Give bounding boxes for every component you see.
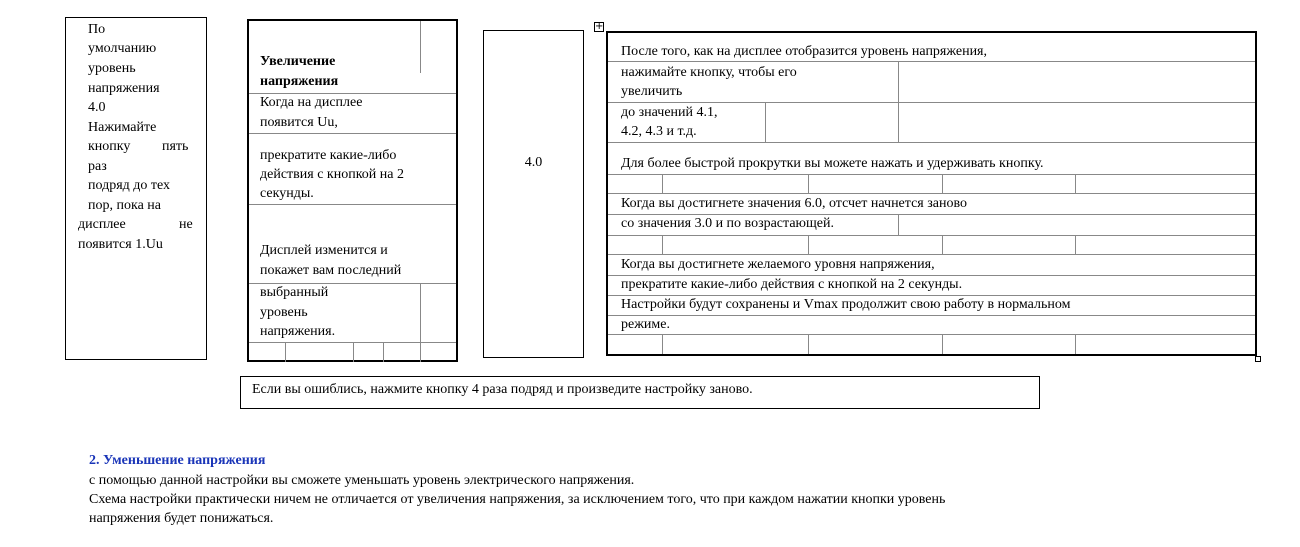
- table-gridline: [608, 102, 1255, 103]
- box1-line: дисплее: [78, 217, 126, 232]
- box1-line: 4.0: [88, 100, 106, 115]
- table-gridline: [942, 174, 943, 193]
- table-gridline: [765, 102, 766, 142]
- table-gridline: [420, 21, 421, 73]
- table-gridline: [608, 174, 1255, 175]
- table-gridline: [353, 342, 354, 362]
- table-gridline: [420, 342, 421, 362]
- box4-line: прекратите какие-либо действия с кнопкой на 2 секунды.: [621, 277, 963, 292]
- box2-line: выбранный: [260, 285, 329, 300]
- table-gridline: [662, 174, 663, 193]
- table-gridline: [808, 235, 809, 254]
- box2-line: действия с кнопкой на 2: [260, 167, 404, 182]
- box1-line: пять: [162, 139, 189, 154]
- box2-title: напряжения: [260, 74, 339, 89]
- table-gridline: [662, 235, 663, 254]
- table-gridline: [942, 235, 943, 254]
- box1-line: появится 1.Uu: [78, 237, 163, 252]
- display-value: 4.0: [524, 155, 543, 170]
- box1-line: По: [88, 22, 106, 37]
- table-gridline: [608, 61, 1255, 62]
- box4-line: до значений 4.1,: [621, 105, 718, 120]
- box4-line: Когда вы достигнете желаемого уровня напряжения,: [621, 257, 935, 272]
- box1-line: подряд до тех: [88, 178, 171, 193]
- box4-line: нажимайте кнопку, чтобы его: [621, 65, 797, 80]
- box2-line: прекратите какие-либо: [260, 148, 397, 163]
- table-gridline: [1075, 174, 1076, 193]
- box1-line: умолчанию: [88, 41, 157, 56]
- table-gridline: [898, 61, 899, 102]
- table-gridline: [285, 342, 286, 362]
- box2-line: Когда на дисплее: [260, 95, 363, 110]
- table-gridline: [898, 214, 899, 235]
- box1-line: напряжения: [88, 81, 160, 96]
- section-title: 2. Уменьшение напряжения: [89, 453, 266, 468]
- table-gridline: [608, 142, 1255, 143]
- default-voltage-box: [65, 17, 207, 360]
- section-line: с помощью данной настройки вы сможете уменьшать уровень электрического напряжения.: [89, 473, 635, 488]
- box4-line: режиме.: [621, 317, 670, 332]
- retry-note-text: Если вы ошиблись, нажмите кнопку 4 раза подряд и произведите настройку заново.: [252, 382, 753, 397]
- box4-line: После того, как на дисплее отобразится уровень напряжения,: [621, 44, 987, 59]
- table-gridline: [898, 102, 899, 142]
- table-gridline: [249, 133, 456, 134]
- box1-line: пор, пока на: [88, 198, 161, 213]
- box2-line: напряжения.: [260, 324, 336, 339]
- box1-line: не: [179, 217, 193, 232]
- box2-line: Дисплей изменится и: [260, 243, 388, 258]
- box2-line: уровень: [260, 305, 308, 320]
- box4-line: увеличить: [621, 84, 683, 99]
- increase-voltage-table: [247, 19, 458, 362]
- table-gridline: [608, 334, 1255, 335]
- table-gridline: [608, 193, 1255, 194]
- section-line: Схема настройки практически ничем не отличается от увеличения напряжения, за исключением того, что при каждом нажатии кнопки уровень: [89, 492, 946, 507]
- table-gridline: [420, 283, 421, 343]
- display-value-box: [483, 30, 584, 358]
- table-gridline: [942, 334, 943, 354]
- box4-line: со значения 3.0 и по возрастающей.: [621, 216, 834, 231]
- box1-line: раз: [88, 159, 107, 174]
- table-gridline: [608, 315, 1255, 316]
- table-gridline: [608, 254, 1255, 255]
- table-gridline: [608, 235, 1255, 236]
- box2-title: Увеличение: [260, 54, 336, 69]
- table-gridline: [249, 204, 456, 205]
- box1-line: Нажимайте: [88, 120, 157, 135]
- box4-line: Для более быстрой прокрутки вы можете нажать и удерживать кнопку.: [621, 156, 1044, 171]
- table-gridline: [1075, 334, 1076, 354]
- table-resize-handle-icon[interactable]: [1255, 356, 1261, 362]
- box2-line: появится Uu,: [260, 115, 338, 130]
- table-move-handle-icon[interactable]: +: [595, 21, 604, 32]
- table-gridline: [808, 334, 809, 354]
- table-gridline: [808, 174, 809, 193]
- section-line: напряжения будет понижаться.: [89, 511, 274, 526]
- box4-line: Когда вы достигнете значения 6.0, отсчет начнется заново: [621, 196, 967, 211]
- table-gridline: [1075, 235, 1076, 254]
- box1-line: кнопку: [88, 139, 131, 154]
- box2-line: покажет вам последний: [260, 263, 402, 278]
- instructions-table: [606, 31, 1257, 356]
- table-gridline: [662, 334, 663, 354]
- retry-note-box: [240, 376, 1040, 409]
- box4-line: 4.2, 4.3 и т.д.: [621, 124, 697, 139]
- box4-line: Настройки будут сохранены и Vmax продолжит свою работу в нормальном: [621, 297, 1071, 312]
- box2-line: секунды.: [260, 186, 314, 201]
- table-gridline: [383, 342, 384, 362]
- box1-line: уровень: [88, 61, 136, 76]
